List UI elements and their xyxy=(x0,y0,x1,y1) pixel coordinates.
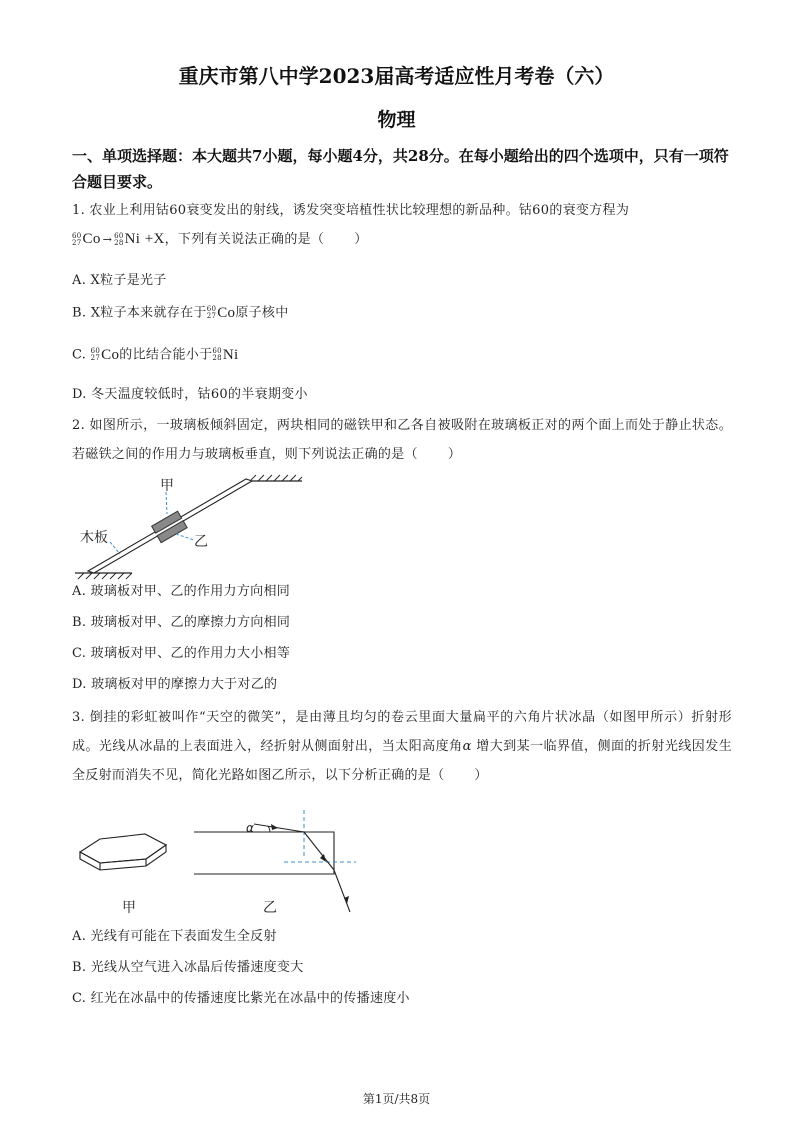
page-footer: 第1页/共8页 xyxy=(362,1092,431,1106)
q1-option-b: B. X粒子本来就存在于 60 27 Co 原子核中 xyxy=(72,305,289,321)
q3-option-a: A. 光线有可能在下表面发生全反射 xyxy=(72,929,277,944)
label-fig-jia: 甲 xyxy=(122,900,136,916)
arrow-icon: → xyxy=(102,233,113,246)
co-nuclide: 60 27 Co xyxy=(72,231,101,247)
q1-stem-text: 1. 农业上利用钴60衰变发出的射线，诱发突变培植性状比较理想的新品种。钴60的衰变方程为 xyxy=(72,203,630,218)
leader-yi xyxy=(176,534,194,540)
q1-option-d: D. 冬天温度较低时，钴60的半衰期变小 xyxy=(72,387,308,402)
label-jia: 甲 xyxy=(160,478,174,494)
label-alpha: α xyxy=(246,821,254,835)
hexagon-crystal xyxy=(80,834,166,870)
alpha-symbol: α xyxy=(462,739,472,754)
label-muban: 木板 xyxy=(80,530,108,546)
q1-option-c: C. 60 27 Co 的比结合能小于 60 28 Ni xyxy=(72,347,239,363)
q2-option-b: B. 玻璃板对甲、乙的摩擦力方向相同 xyxy=(72,615,291,630)
q2-option-c: C. 玻璃板对甲、乙的作用力大小相等 xyxy=(72,646,291,661)
q1-option-a: A. X粒子是光子 xyxy=(72,273,167,288)
leader-muban xyxy=(110,542,120,554)
q3-option-c: C. 红光在冰晶中的传播速度比紫光在冰晶中的传播速度小 xyxy=(72,991,410,1006)
q3-option-b: B. 光线从空气进入冰晶后传播速度变大 xyxy=(72,960,304,975)
q2-option-d: D. 玻璃板对甲的摩擦力大于对乙的 xyxy=(72,677,278,692)
ni-nuclide: 60 28 Ni xyxy=(114,231,141,247)
question-1-stem: 1. 农业上利用钴60衰变发出的射线，诱发突变培植性状比较理想的新品种。钴60的衰变方程为 60 27 Co → 60 28 Ni +X，下列有关说法正确的是（ ） xyxy=(72,196,732,254)
top-hatch xyxy=(250,475,302,481)
exam-title: 重庆市第八中学2023届高考适应性月考卷（六） xyxy=(178,64,615,88)
refracted-ray xyxy=(304,832,334,870)
subject-title: 物理 xyxy=(377,109,416,131)
q2-figure xyxy=(70,472,310,582)
question-2-stem: 2. 如图所示，一玻璃板倾斜固定，两块相同的磁铁甲和乙各自被吸附在玻璃板正对的两个面上而处于静止状态。若磁铁之间的作用力与玻璃板垂直，则下列说法正确的是（ ） xyxy=(72,418,732,462)
section-heading: 一、单项选择题：本大题共7小题，每小题4分，共28分。在每小题给出的四个选项中，只有一项符合题目要求。 xyxy=(72,147,729,191)
bottom-hatch xyxy=(78,573,132,579)
crystal-section xyxy=(194,832,334,874)
incident-ray xyxy=(254,824,304,832)
arrow-icon xyxy=(271,824,278,830)
exit-ray xyxy=(334,870,350,912)
label-yi: 乙 xyxy=(194,534,208,550)
question-3-stem: 3. 倒挂的彩虹被叫作“天空的微笑”，是由薄且均匀的卷云里面大量扁平的六角片状冰晶（如图甲所示）折射形成。光线从冰晶的上表面进入，经折射从侧面射出，当太阳高度角α 增大到某一临界值，侧面的折射光线因发生全反射而消失不见，简化光路如图乙所示，以下分析正确的是（ ） xyxy=(72,710,733,783)
leader-jia xyxy=(166,492,167,514)
q2-option-a: A. 玻璃板对甲、乙的作用力方向相同 xyxy=(72,584,291,599)
q3-figure xyxy=(70,808,370,920)
label-fig-yi: 乙 xyxy=(263,900,277,916)
light-path-diagram xyxy=(194,810,356,912)
